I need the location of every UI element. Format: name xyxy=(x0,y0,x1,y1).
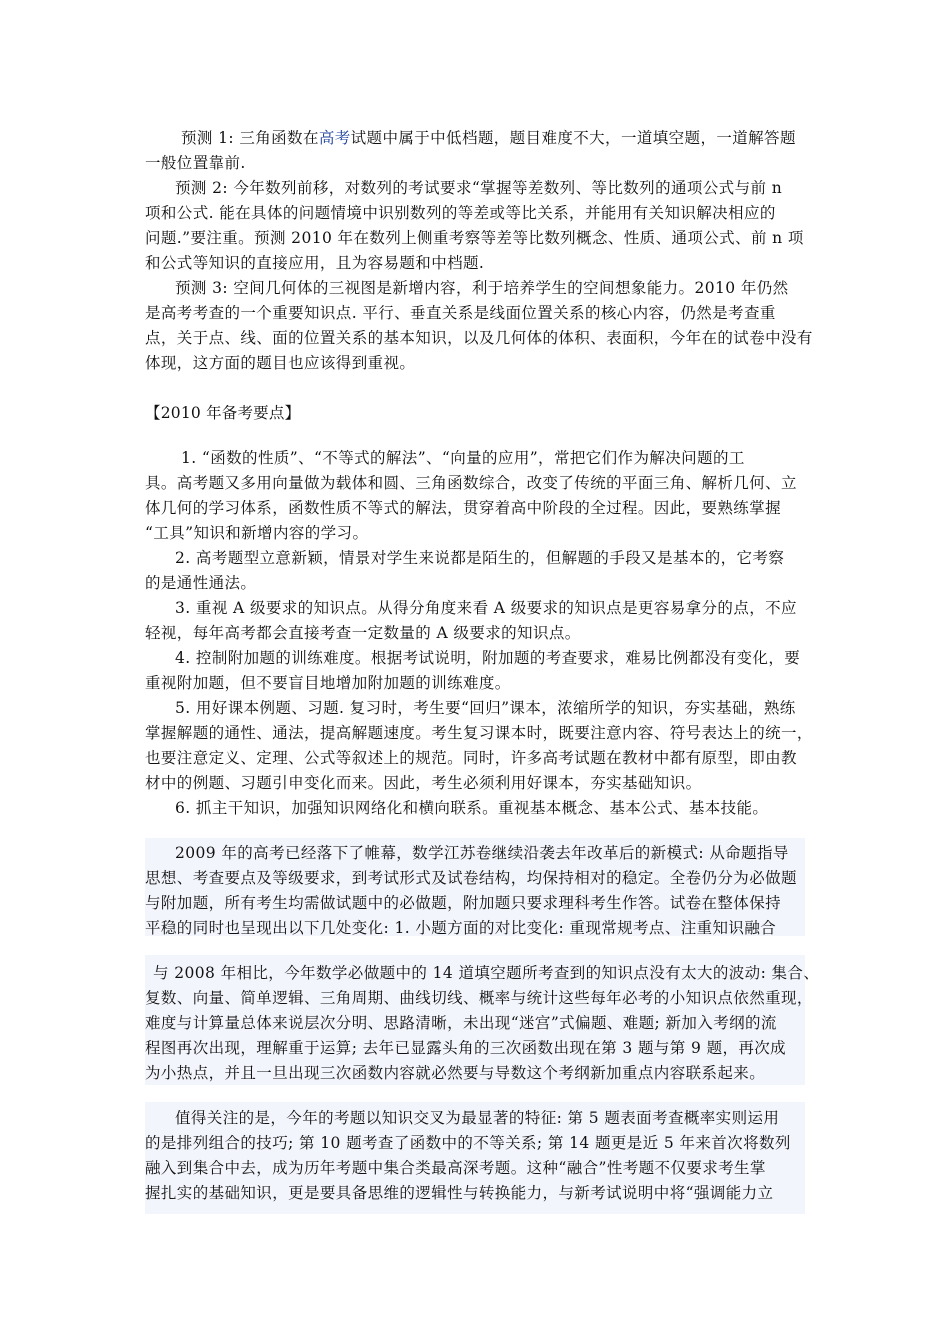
prediction-2-line: 和公式等知识的直接应用，且为容易题和中档题. xyxy=(145,254,485,272)
review-para-1-line: 平稳的同时也呈现出以下几处变化: 1. 小题方面的对比变化: 重现常规考点、注重知识融合 xyxy=(145,919,777,937)
review-para-2-line: 程图再次出现，理解重于运算; 去年已显露头角的三次函数出现在第 3 题与第 9 题，再次成 xyxy=(145,1039,787,1057)
review-para-2-line: 为小热点，并且一旦出现三次函数内容就必然要与导数这个考纲新加重点内容联系起来。 xyxy=(145,1064,766,1082)
prediction-1-line-1 xyxy=(145,128,851,148)
key-point-3-line: 轻视，每年高考都会直接考查一定数量的 A 级要求的知识点。 xyxy=(145,624,581,642)
review-para-3-line: 的是排列组合的技巧; 第 10 题考查了函数中的不等关系; 第 14 题更是近 5 年来首次将数列 xyxy=(145,1134,791,1152)
key-point-1-line: 具。高考题又多用向量做为载体和圆、三角函数综合，改变了传统的平面三角、解析几何、立 xyxy=(145,474,797,492)
review-para-3-line: 值得关注的是，今年的考题以知识交叉为最显著的特征: 第 5 题表面考查概率实则运用 xyxy=(175,1109,780,1127)
key-point-1-line: 体几何的学习体系，函数性质不等式的解法，贯穿着高中阶段的全过程。因此，要熟练掌握 xyxy=(145,499,782,517)
key-point-1-line: 1. “函数的性质”、“不等式的解法”、“向量的应用”，常把它们作为解决问题的工 xyxy=(181,449,745,467)
review-para-2-line: 复数、向量、简单逻辑、三角周期、曲线切线、概率与统计这些每年必考的小知识点依然重现， xyxy=(145,989,813,1007)
key-point-1-line: “工具”知识和新增内容的学习。 xyxy=(145,524,369,542)
review-para-1-line: 与附加题，所有考生均需做试题中的必做题，附加题只要求理科考生作答。试卷在整体保持 xyxy=(145,894,782,912)
gaokao-link[interactable]: 高考 xyxy=(318,129,351,147)
prediction-1-text-end: 试题中属于中低档题，题目难度不大，一道填空题，一道解答题 xyxy=(350,129,796,147)
prediction-3-line: 点，关于点、线、面的位置关系的基本知识，以及几何体的体积、表面积，今年在的试卷中没有 xyxy=(145,329,813,347)
review-para-2-line: 难度与计算量总体来说层次分明、思路清晰，未出现“迷宫”式偏题、难题; 新加入考纲的流 xyxy=(145,1014,777,1032)
prediction-2-line: 问题.”要注重。预测 2010 年在数列上侧重考察等差等比数列概念、性质、通项公式、前 n 项 xyxy=(145,229,804,247)
prediction-1-text-start: 预测 1: 三角函数在 xyxy=(181,129,319,147)
key-point-4-line: 4. 控制附加题的训练难度。根据考试说明，附加题的考查要求，难易比例都没有变化，要 xyxy=(175,649,801,667)
key-point-5-line: 也要注意定义、定理、公式等叙述上的规范。同时，许多高考试题在教材中都有原型，即由教 xyxy=(145,749,797,767)
review-para-1-line: 2009 年的高考已经落下了帷幕，数学江苏卷继续沿袭去年改革后的新模式: 从命题指导 xyxy=(175,844,789,862)
key-point-2-line: 的是通性通法。 xyxy=(145,574,257,592)
review-para-3-line: 融入到集合中去，成为历年考题中集合类最高深考题。这种“融合”性考题不仅要求考生掌 xyxy=(145,1159,766,1177)
review-para-1-line: 思想、考查要点及等级要求，到考试形式及试卷结构，均保持相对的稳定。全卷仍分为必做题 xyxy=(145,869,797,887)
key-point-2-line: 2. 高考题型立意新颖，情景对学生来说都是陌生的，但解题的手段又是基本的，它考察 xyxy=(175,549,785,567)
prediction-2-line: 项和公式. 能在具体的问题情境中识别数列的等差或等比关系，并能用有关知识解决相应的 xyxy=(145,204,776,222)
prediction-2-line: 预测 2: 今年数列前移，对数列的考试要求“掌握等差数列、等比数列的通项公式与前 n xyxy=(175,179,783,197)
key-point-3-line: 3. 重视 A 级要求的知识点。从得分角度来看 A 级要求的知识点是更容易拿分的点，不应 xyxy=(175,599,797,617)
section-heading: 【2010 年备考要点】 xyxy=(145,404,301,422)
key-point-6-line: 6. 抓主干知识，加强知识网络化和横向联系。重视基本概念、基本公式、基本技能。 xyxy=(175,799,769,817)
key-point-5-line: 材中的例题、习题引申变化而来。因此，考生必须利用好课本，夯实基础知识。 xyxy=(145,774,702,792)
key-point-5-line: 5. 用好课本例题、习题. 复习时，考生要“回归”课本，浓缩所学的知识，夯实基础，熟练 xyxy=(175,699,796,717)
key-point-4-line: 重视附加题，但不要盲目地增加附加题的训练难度。 xyxy=(145,674,511,692)
prediction-1-line-2: 一般位置靠前. xyxy=(145,154,246,172)
key-point-5-line: 掌握解题的通性、通法，提高解题速度。考生复习课本时，既要注意内容、符号表达上的统一， xyxy=(145,724,813,742)
review-para-3-line: 握扎实的基础知识，更是要具备思维的逻辑性与转换能力，与新考试说明中将“强调能力立 xyxy=(145,1184,774,1202)
prediction-3-line: 体现，这方面的题目也应该得到重视。 xyxy=(145,354,416,372)
review-para-2-line: 与 2008 年相比，今年数学必做题中的 14 道填空题所考查到的知识点没有太大的波动: 集合、 xyxy=(153,964,820,982)
prediction-3-line: 是高考考查的一个重要知识点. 平行、垂直关系是线面位置关系的核心内容，仍然是考查重 xyxy=(145,304,776,322)
prediction-3-line: 预测 3: 空间几何体的三视图是新增内容，利于培养学生的空间想象能力。2010 年仍然 xyxy=(175,279,789,297)
